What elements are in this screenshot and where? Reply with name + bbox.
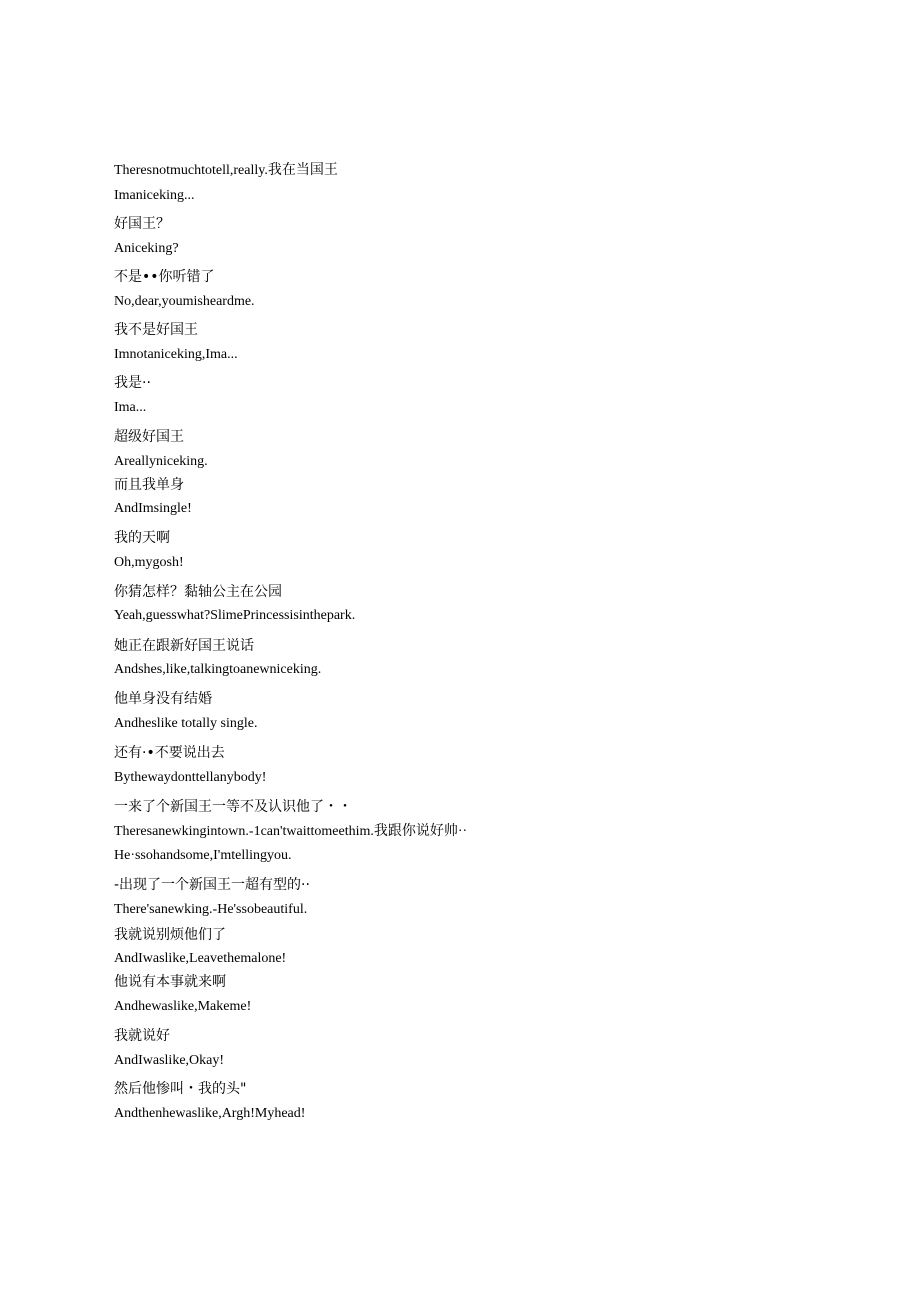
- transcript-line: 你猜怎样？黏轴公主在公园: [114, 584, 282, 600]
- transcript-line: 她正在跟新好国王说话: [114, 638, 254, 654]
- transcript-line: 我就说好: [114, 1028, 170, 1044]
- transcript-line: -出现了一个新国王一超有型的··: [114, 877, 310, 893]
- transcript-line: Theresanewkingintown.-1can'twaittomeethim.我跟你说好帅··: [114, 824, 468, 839]
- transcript-line: 我的天啊: [114, 530, 170, 546]
- transcript-line: AndImsingle!: [114, 501, 192, 516]
- transcript-line: No,dear,youmisheardme.: [114, 294, 255, 309]
- transcript-line: 不是••你听错了: [114, 269, 215, 285]
- transcript-line: 一来了个新国王一等不及认识他了・・: [114, 799, 352, 815]
- transcript-line: Yeah,guesswhat?SlimePrincessisinthepark.: [114, 608, 356, 623]
- transcript-line: 而且我单身: [114, 477, 184, 493]
- transcript-line: Andshes,like,talkingtoanewniceking.: [114, 662, 322, 677]
- transcript-line: 超级好国王: [114, 429, 184, 445]
- transcript-line: AndIwaslike,Leavethemalone!: [114, 951, 287, 966]
- transcript-line: Andthenhewaslike,Argh!Myhead!: [114, 1106, 306, 1121]
- transcript-line: Imnotaniceking,Ima...: [114, 347, 238, 362]
- transcript-line: Imaniceking...: [114, 188, 195, 203]
- transcript-line: 我就说别烦他们了: [114, 927, 226, 943]
- transcript-line: 我是··: [114, 375, 151, 391]
- transcript-line: Theresnotmuchtotell,really.我在当国王: [114, 163, 338, 178]
- transcript-line: 我不是好国王: [114, 322, 198, 338]
- transcript-line: AndIwaslike,Okay!: [114, 1053, 225, 1068]
- transcript-line: Oh,mygosh!: [114, 555, 184, 570]
- transcript-line: Andheslike totally single.: [114, 716, 258, 731]
- transcript-line: 他说有本事就来啊: [114, 974, 226, 990]
- transcript-line: 然后他惨叫・我的头": [114, 1081, 247, 1097]
- transcript-line: Ima...: [114, 400, 147, 415]
- transcript-line: 好国王？: [114, 216, 170, 232]
- transcript-line: Andhewaslike,Makeme!: [114, 999, 252, 1014]
- transcript-line: 他单身没有结婚: [114, 691, 212, 707]
- transcript-line: There'sanewking.-He'ssobeautiful.: [114, 902, 308, 917]
- transcript-line: Aniceking?: [114, 241, 179, 256]
- transcript-line: 还有·•不要说出去: [114, 745, 225, 761]
- transcript-line: Areallyniceking.: [114, 454, 208, 469]
- transcript-line: He·ssohandsome,I'mtellingyou.: [114, 848, 292, 863]
- transcript-line: Bythewaydonttellanybody!: [114, 770, 267, 785]
